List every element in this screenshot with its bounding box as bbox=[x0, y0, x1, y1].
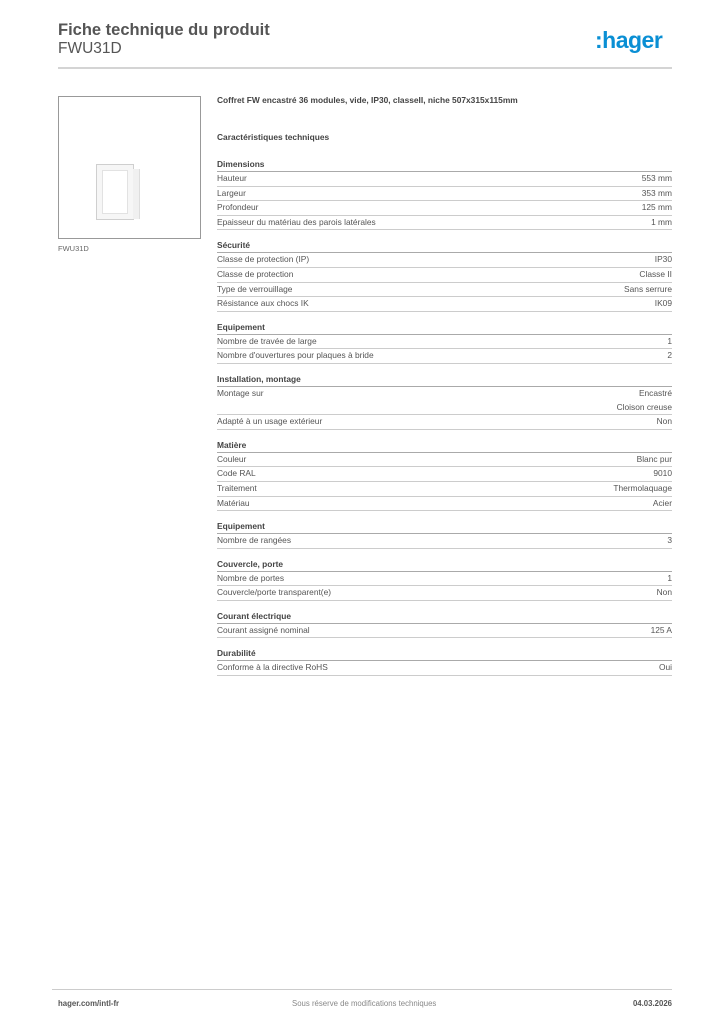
spec-value: Oui bbox=[658, 662, 672, 673]
spec-value: 1 bbox=[667, 572, 672, 583]
spec-row bbox=[217, 534, 672, 549]
spec-value: 553 mm bbox=[641, 173, 672, 183]
spec-label: Largeur bbox=[217, 187, 246, 198]
header-divider bbox=[58, 67, 672, 69]
section-title: Dimensions bbox=[217, 158, 672, 172]
spec-column bbox=[217, 95, 672, 685]
spec-value: Thermolaquage bbox=[613, 482, 672, 493]
spec-value: 353 mm bbox=[641, 187, 672, 198]
product-description: Coffret FW encastré 36 modules, vide, IP30, classeII, niche 507x315x115mm bbox=[217, 95, 518, 105]
spec-label: Classe de protection bbox=[217, 268, 294, 279]
section-title: Matière bbox=[217, 439, 672, 453]
spec-label: Nombre d'ouvertures pour plaques à bride bbox=[217, 350, 374, 361]
spec-label: Matériau bbox=[217, 497, 250, 508]
spec-row bbox=[217, 283, 672, 298]
spec-row bbox=[217, 297, 672, 312]
spec-row bbox=[217, 335, 672, 350]
spec-row bbox=[217, 482, 672, 497]
spec-row bbox=[217, 349, 672, 364]
hager-logo: :hager bbox=[595, 27, 663, 53]
spec-value: 1 mm bbox=[651, 216, 672, 227]
spec-row bbox=[217, 187, 672, 202]
spec-section bbox=[217, 647, 672, 676]
spec-value: 125 mm bbox=[641, 202, 672, 213]
spec-value: 1 bbox=[667, 335, 672, 346]
section-title: Equipement bbox=[217, 520, 672, 534]
spec-row bbox=[217, 453, 672, 468]
spec-row bbox=[217, 497, 672, 512]
spec-row bbox=[217, 661, 672, 676]
spec-value: 3 bbox=[667, 535, 672, 546]
section-title: Courant électrique bbox=[217, 610, 672, 624]
spec-label: Classe de protection (IP) bbox=[217, 254, 310, 265]
spec-value: Non bbox=[656, 416, 672, 427]
spec-label: Adapté à un usage extérieur bbox=[217, 416, 323, 427]
spec-row bbox=[217, 253, 672, 268]
footer-divider bbox=[52, 989, 672, 990]
section-title: Durabilité bbox=[217, 647, 672, 661]
spec-label: Couvercle/porte transparent(e) bbox=[217, 587, 332, 598]
spec-section bbox=[217, 373, 672, 430]
spec-row bbox=[217, 572, 672, 587]
section-title: Couvercle, porte bbox=[217, 558, 672, 572]
spec-label: Profondeur bbox=[217, 202, 259, 213]
product-reference: FWU31D bbox=[58, 40, 122, 57]
spec-label: Couleur bbox=[217, 453, 247, 464]
spec-row bbox=[217, 467, 672, 482]
spec-section bbox=[217, 520, 672, 549]
spec-label: Nombre de travée de large bbox=[217, 335, 317, 346]
spec-section bbox=[217, 158, 672, 230]
spec-section bbox=[217, 558, 672, 601]
spec-row bbox=[217, 268, 672, 283]
spec-section bbox=[217, 610, 672, 639]
section-title: Installation, montage bbox=[217, 373, 672, 387]
spec-row bbox=[217, 415, 672, 430]
spec-value: 9010 bbox=[653, 468, 672, 479]
spec-row bbox=[217, 172, 672, 187]
spec-label: Montage sur bbox=[217, 387, 264, 398]
spec-label: Nombre de portes bbox=[217, 572, 285, 583]
page-title: Fiche technique du produit bbox=[58, 21, 270, 39]
footer-date: 04.03.2026 bbox=[632, 999, 672, 1008]
spec-label: Nombre de rangées bbox=[217, 535, 292, 546]
cabinet-illustration bbox=[96, 164, 134, 220]
spec-label: Traitement bbox=[217, 482, 257, 493]
spec-value: IP30 bbox=[654, 254, 672, 265]
spec-value: Acier bbox=[652, 497, 672, 508]
spec-value: Classe II bbox=[639, 268, 672, 279]
spec-section bbox=[217, 239, 672, 311]
spec-label: Type de verrouillage bbox=[217, 283, 293, 294]
spec-value: 2 bbox=[667, 350, 672, 361]
spec-row bbox=[217, 216, 672, 231]
spec-value: Sans serrure bbox=[624, 283, 672, 294]
spec-label: Epaisseur du matériau des parois latérales bbox=[217, 216, 376, 227]
spec-row bbox=[217, 586, 672, 601]
image-caption: FWU31D bbox=[58, 244, 89, 253]
section-title: Equipement bbox=[217, 321, 672, 335]
spec-value: 125 A bbox=[650, 624, 672, 635]
footer-note: Sous réserve de modifications techniques bbox=[292, 999, 437, 1008]
spec-label: Hauteur bbox=[217, 173, 247, 183]
section-title: Sécurité bbox=[217, 239, 672, 253]
product-image bbox=[58, 96, 201, 239]
spec-label: Résistance aux chocs IK bbox=[217, 298, 309, 309]
spec-section bbox=[217, 321, 672, 364]
spec-row bbox=[217, 201, 672, 216]
spec-label: Code RAL bbox=[217, 468, 256, 479]
spec-row bbox=[217, 387, 672, 415]
spec-row bbox=[217, 624, 672, 639]
spec-value: Blanc pur bbox=[636, 453, 672, 464]
spec-value: IK09 bbox=[654, 298, 672, 309]
spec-value: Non bbox=[656, 587, 672, 598]
spec-sections bbox=[217, 158, 672, 676]
spec-label: Courant assigné nominal bbox=[217, 624, 310, 635]
spec-value: Encastré Cloison creuse bbox=[616, 387, 672, 412]
spec-section bbox=[217, 439, 672, 511]
footer-url[interactable]: hager.com/intl-fr bbox=[58, 999, 120, 1008]
spec-heading: Caractéristiques techniques bbox=[217, 132, 330, 142]
spec-label: Conforme à la directive RoHS bbox=[217, 662, 328, 673]
